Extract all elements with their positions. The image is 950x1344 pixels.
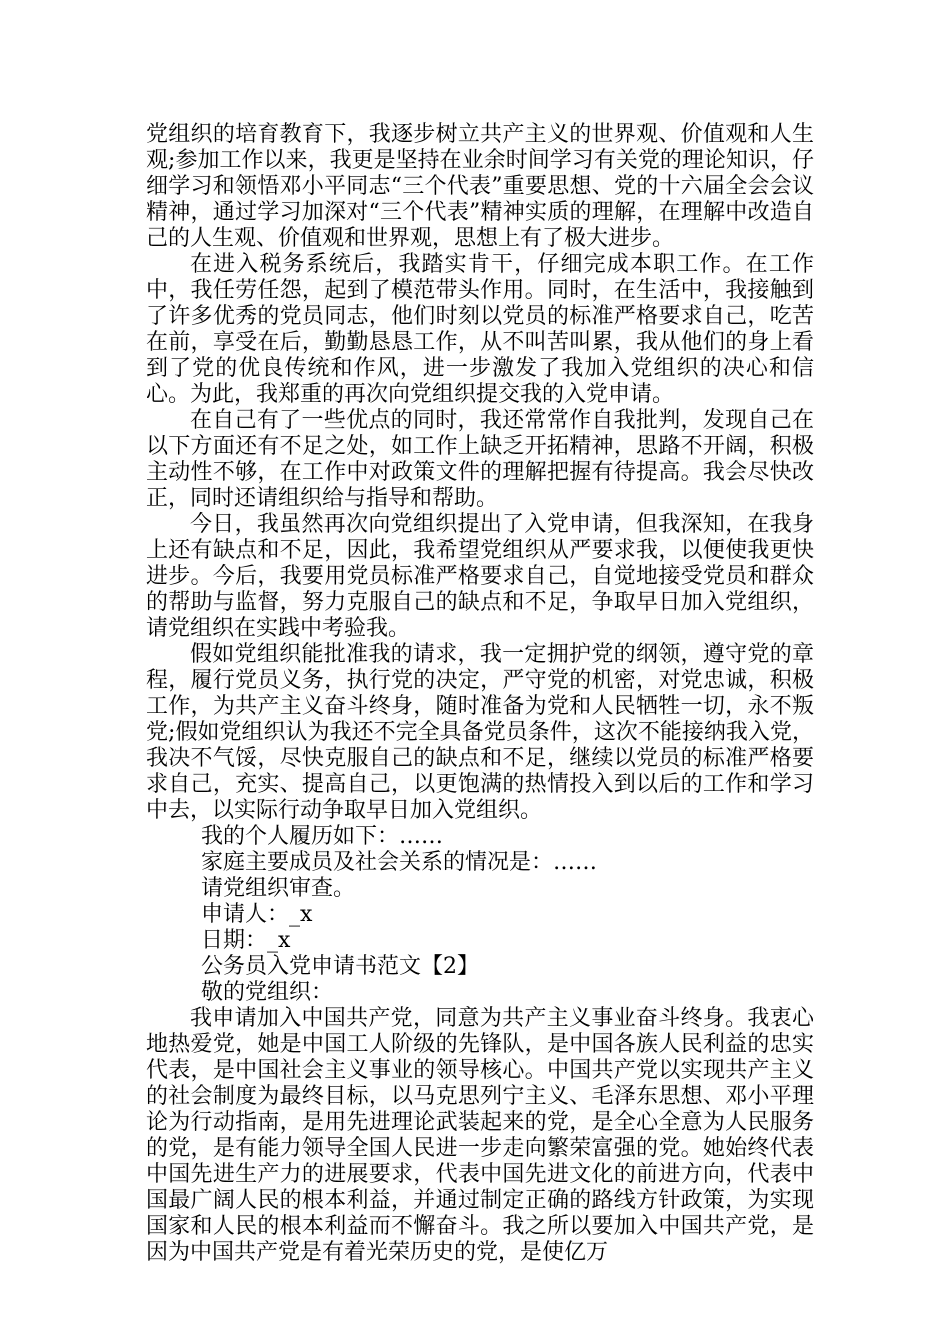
- applicant-line: 申请人：_x: [201, 902, 313, 927]
- paragraph-3: 在自己有了一些优点的同时，我还常常作自我批判，发现自己在以下方面还有不足之处，如工作上缺乏开拓精神，思路不开阔，积极主动性不够，在工作中对政策文件的理解把握有待提高。我会尽快改正，同时还请组织给与指导和帮助。: [146, 408, 814, 511]
- date-line: 日期：_x: [201, 928, 291, 953]
- salutation-line: 敬的党组织：: [201, 980, 334, 1005]
- paragraph-2: 在进入税务系统后，我踏实肯干，仔细完成本职工作。在工作中，我任劳任怨，起到了模范带头作用。同时，在生活中，我接触到了许多优秀的党员同志，他们时刻以党员的标准严格要求自己，吃苦在前，享受在后，勤勤恳恳工作，从不叫苦叫累，我从他们的身上看到了党的优良传统和作风，进一步激发了我加入党组织的决心和信心。为此，我郑重的再次向党组织提交我的入党申请。: [146, 252, 814, 407]
- section-title: 公务员入党申请书范文【2】: [201, 954, 479, 979]
- paragraph-6: 我申请加入中国共产党，同意为共产主义事业奋斗终身。我衷心地热爱党，她是中国工人阶级的先锋队，是中国各族人民利益的忠实代表，是中国社会主义事业的领导核心。中国共产党以实现共产主义的社会制度为最终目标，以马克思列宁主义、毛泽东思想、邓小平理论为行动指南，是用先进理论武装起来的党，是全心全意为人民服务的党，是有能力领导全国人民进一步走向繁荣富强的党。她始终代表中国先进生产力的进展要求，代表中国先进文化的前进方向，代表中国最广阔人民的根本利益，并通过制定正确的路线方针政策，为实现国家和人民的根本利益而不懈奋斗。我之所以要加入中国共产党，是因为中国共产党是有着光荣历史的党，是使亿万: [146, 1006, 814, 1265]
- resume-line: 我的个人履历如下：……: [201, 824, 444, 849]
- review-request-line: 请党组织审查。: [201, 876, 356, 901]
- family-relations-line: 家庭主要成员及社会关系的情况是：……: [201, 850, 598, 875]
- paragraph-4: 今日，我虽然再次向党组织提出了入党申请，但我深知，在我身上还有缺点和不足，因此，我希望党组织从严要求我，以便使我更快进步。今后，我要用党员标准严格要求自己，自觉地接受党员和群众的帮助与监督，努力克服自己的缺点和不足，争取早日加入党组织，请党组织在实践中考验我。: [146, 512, 814, 641]
- paragraph-5: 假如党组织能批准我的请求，我一定拥护党的纲领，遵守党的章程，履行党员义务，执行党的决定，严守党的机密，对党忠诚，积极工作，为共产主义奋斗终身，随时准备为党和人民牺牲一切，永不叛党;假如党组织认为我还不完全具备党员条件，这次不能接纳我入党，我决不气馁，尽快克服自己的缺点和不足，继续以党员的标准严格要求自己，充实、提高自己，以更饱满的热情投入到以后的工作和学习中去，以实际行动争取早日加入党组织。: [146, 642, 814, 823]
- paragraph-1: 党组织的培育教育下，我逐步树立共产主义的世界观、价值观和人生观;参加工作以来，我更是坚持在业余时间学习有关党的理论知识，仔细学习和领悟邓小平同志“三个代表”重要思想、党的十六届全会会议精神，通过学习加深对“三个代表”精神实质的理解，在理解中改造自己的人生观、价值观和世界观，思想上有了极大进步。: [146, 122, 814, 251]
- document-page: [146, 122, 814, 1266]
